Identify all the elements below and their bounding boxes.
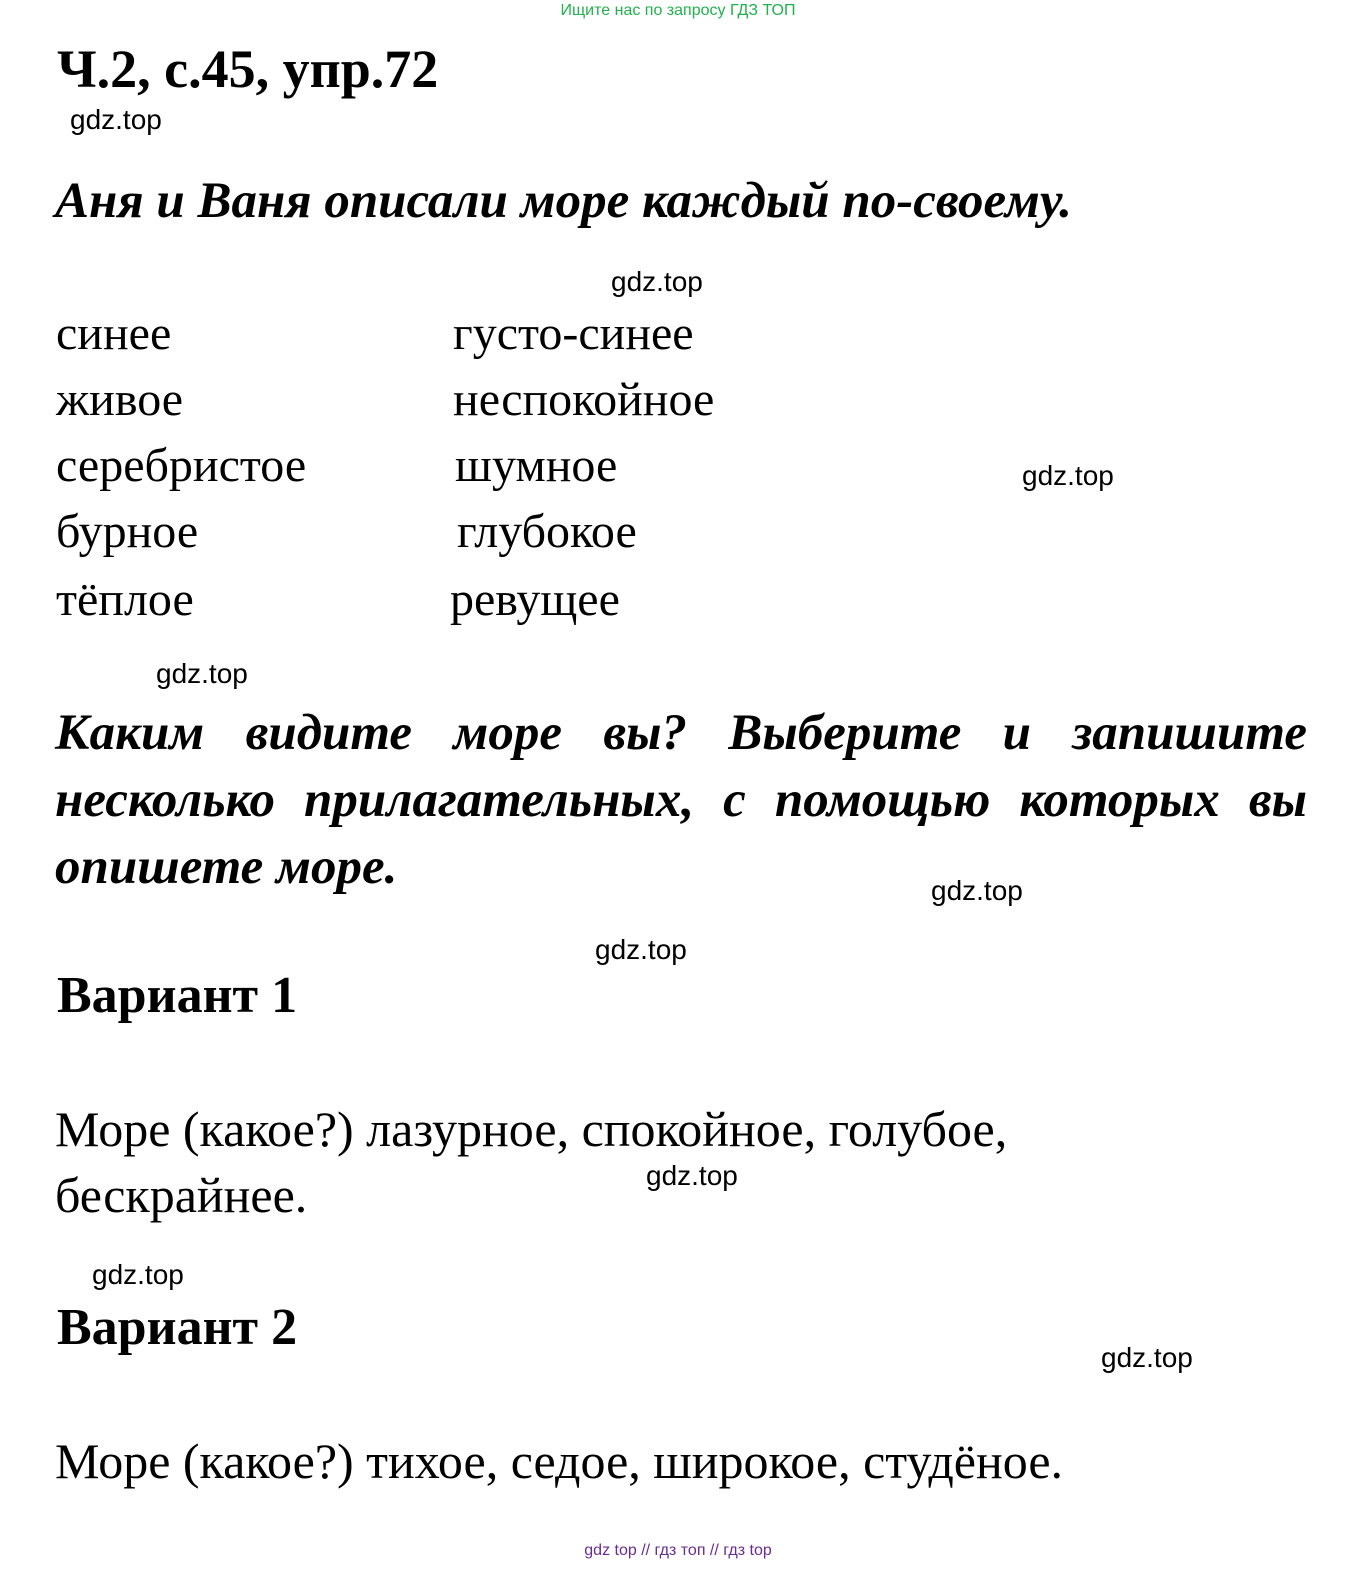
- watermark: gdz.top: [92, 1259, 184, 1290]
- watermark: gdz.top: [646, 1160, 738, 1191]
- task-text: Каким видите море вы? Выберите и запишите несколько прилагательных, с помощью которых вы опишете море.: [55, 705, 1307, 895]
- vanya-word: ревущее: [450, 573, 620, 626]
- variant-1-answer: Море (какое?) лазурное, спокойное, голубое, бескрайнее.: [55, 1101, 1008, 1223]
- page-title: Ч.2, с.45, упр.72: [57, 39, 439, 99]
- variant-2-heading: Вариант 2: [57, 1299, 298, 1356]
- watermark: gdz.top: [70, 104, 162, 135]
- watermark: gdz.top: [1022, 460, 1114, 491]
- vanya-word: густо-синее: [453, 307, 694, 360]
- watermark: gdz.top: [156, 658, 248, 689]
- variant-2-answer: Море (какое?) тихое, седое, широкое, студёное.: [55, 1433, 1064, 1489]
- vanya-word: глубокое: [457, 505, 637, 558]
- top-banner: Ищите нас по запросу ГДЗ ТОП: [560, 2, 796, 19]
- watermark: gdz.top: [595, 934, 687, 965]
- anya-word: живое: [56, 373, 184, 426]
- footer-links: gdz top // гдз топ // гдз top: [584, 1542, 772, 1559]
- watermark: gdz.top: [1101, 1342, 1193, 1373]
- watermark: gdz.top: [611, 266, 703, 297]
- anya-word: синее: [56, 307, 172, 360]
- anya-word: тёплое: [56, 573, 194, 626]
- anya-word: бурное: [56, 505, 199, 558]
- vanya-word: шумное: [455, 439, 618, 492]
- anya-word: серебристое: [56, 439, 307, 492]
- intro-text: Аня и Ваня описали море каждый по-своему.: [55, 173, 1072, 229]
- watermark: gdz.top: [931, 875, 1023, 906]
- vanya-word: неспокойное: [453, 373, 715, 426]
- variant-1-heading: Вариант 1: [57, 967, 298, 1024]
